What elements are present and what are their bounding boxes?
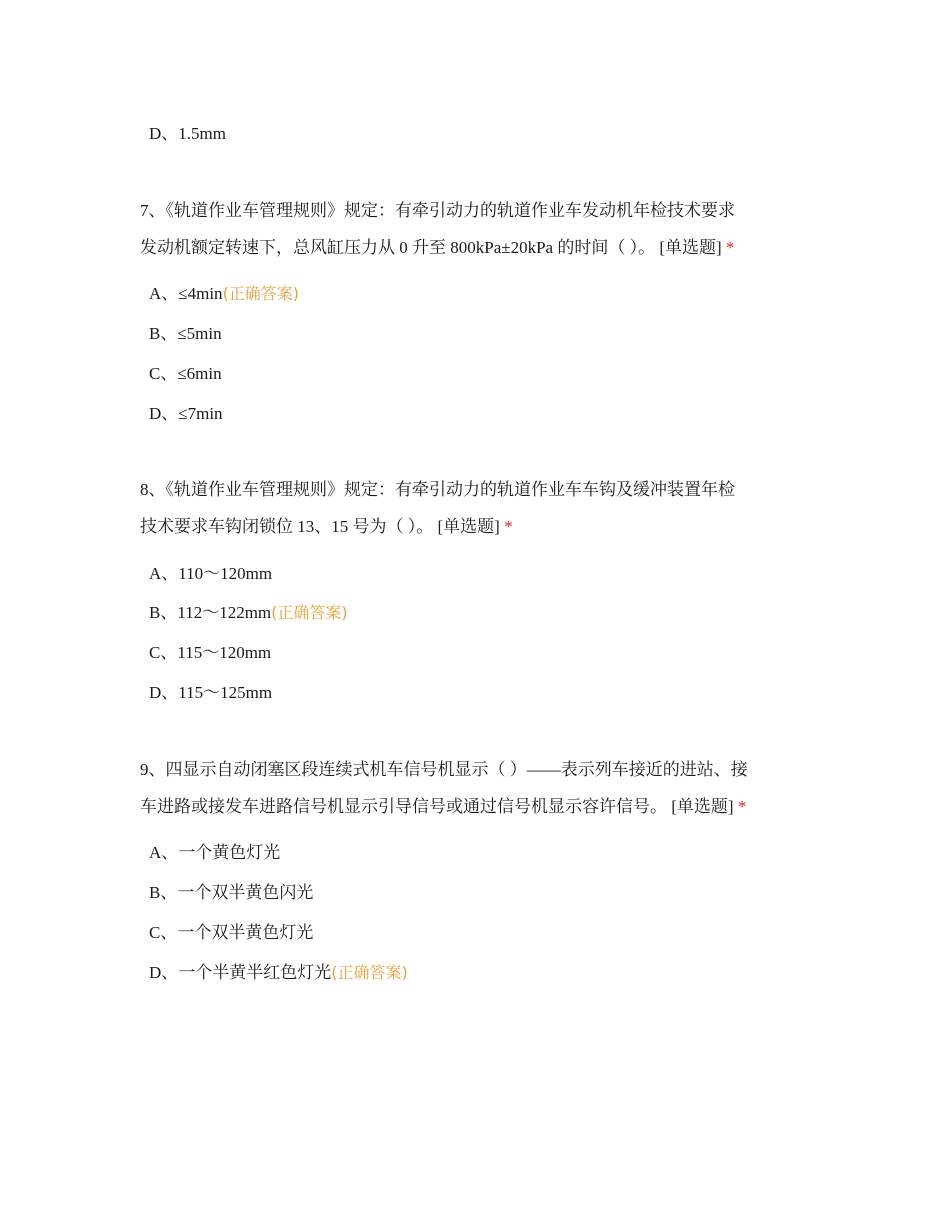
option-letter: C、 [149, 643, 178, 662]
option-text: ≤4min [178, 284, 223, 303]
option-letter: D、 [149, 683, 179, 702]
correct-answer-label: (正确答案) [271, 603, 348, 622]
question-7-option-b [149, 323, 222, 345]
correct-answer-label: (正确答案) [331, 963, 408, 982]
question-8-option-a [149, 563, 272, 585]
question-8-option-c [149, 642, 271, 664]
option-letter: A、 [149, 284, 179, 303]
required-mark: * [725, 238, 735, 257]
option-letter: B、 [149, 324, 178, 343]
option-letter: A、 [149, 843, 179, 862]
question-9-option-b [149, 882, 313, 904]
option-letter: C、 [149, 923, 178, 942]
question-type-tag: [单选题] [659, 238, 722, 257]
question-8 [140, 471, 820, 545]
option-prev-d [149, 123, 226, 145]
question-9 [140, 751, 820, 825]
option-letter: D、 [149, 124, 179, 143]
option-text: 115～125mm [178, 683, 273, 702]
question-9-option-c [149, 922, 313, 944]
question-9-line-2 [140, 788, 820, 825]
option-letter: D、 [149, 404, 179, 423]
option-letter: C、 [149, 364, 178, 383]
option-letter: A、 [149, 564, 179, 583]
question-7-option-d [149, 403, 223, 425]
correct-answer-label: (正确答案) [222, 284, 300, 303]
question-8-line-2 [140, 508, 820, 545]
question-7-line-1: 7、《轨道作业车管理规则》规定：有牵引动力的轨道作业车发动机年检技术要求 [140, 201, 735, 220]
option-text: 110～120mm [178, 564, 273, 583]
question-8-option-d [149, 682, 272, 704]
option-text: 一个半黄半红色灯光 [178, 963, 332, 982]
option-letter: B、 [149, 603, 178, 622]
option-text: 115～120mm [177, 643, 272, 662]
question-9-option-d [149, 962, 408, 984]
question-7-option-a [149, 283, 299, 305]
question-7-line-2 [140, 229, 820, 266]
question-type-tag: [单选题] [437, 517, 500, 536]
option-text: 112～122mm [177, 603, 272, 622]
option-text: 一个双半黄色闪光 [177, 883, 314, 902]
option-text: 一个黄色灯光 [178, 843, 281, 862]
required-mark: * [504, 517, 513, 536]
option-text: ≤6min [177, 364, 222, 383]
option-letter: B、 [149, 883, 178, 902]
question-8-line-2-text: 技术要求车钩闭锁位 13、15 号为（ ）。 [140, 517, 434, 536]
question-8-line-1: 8、《轨道作业车管理规则》规定：有牵引动力的轨道作业车车钩及缓冲装置年检 [140, 480, 735, 499]
question-7-option-c [149, 363, 222, 385]
question-9-line-2-text: 车进路或接发车进路信号机显示引导信号或通过信号机显示容许信号。 [140, 797, 667, 816]
required-mark: * [737, 797, 747, 816]
option-text: ≤7min [178, 404, 223, 423]
question-type-tag: [单选题] [671, 797, 734, 816]
question-9-option-a [149, 842, 280, 864]
question-9-line-1: 9、四显示自动闭塞区段连续式机车信号机显示（ ）——表示列车接近的进站、接 [140, 760, 748, 779]
question-7 [140, 192, 820, 266]
option-text: ≤5min [177, 324, 222, 343]
option-letter: D、 [149, 963, 179, 982]
question-8-option-b [149, 602, 348, 624]
option-text: 1.5mm [178, 124, 226, 143]
question-7-line-2-text: 发动机额定转速下，总风缸压力从 0 升至 800kPa±20kPa 的时间（ ）。 [140, 238, 656, 257]
option-text: 一个双半黄色灯光 [177, 923, 314, 942]
